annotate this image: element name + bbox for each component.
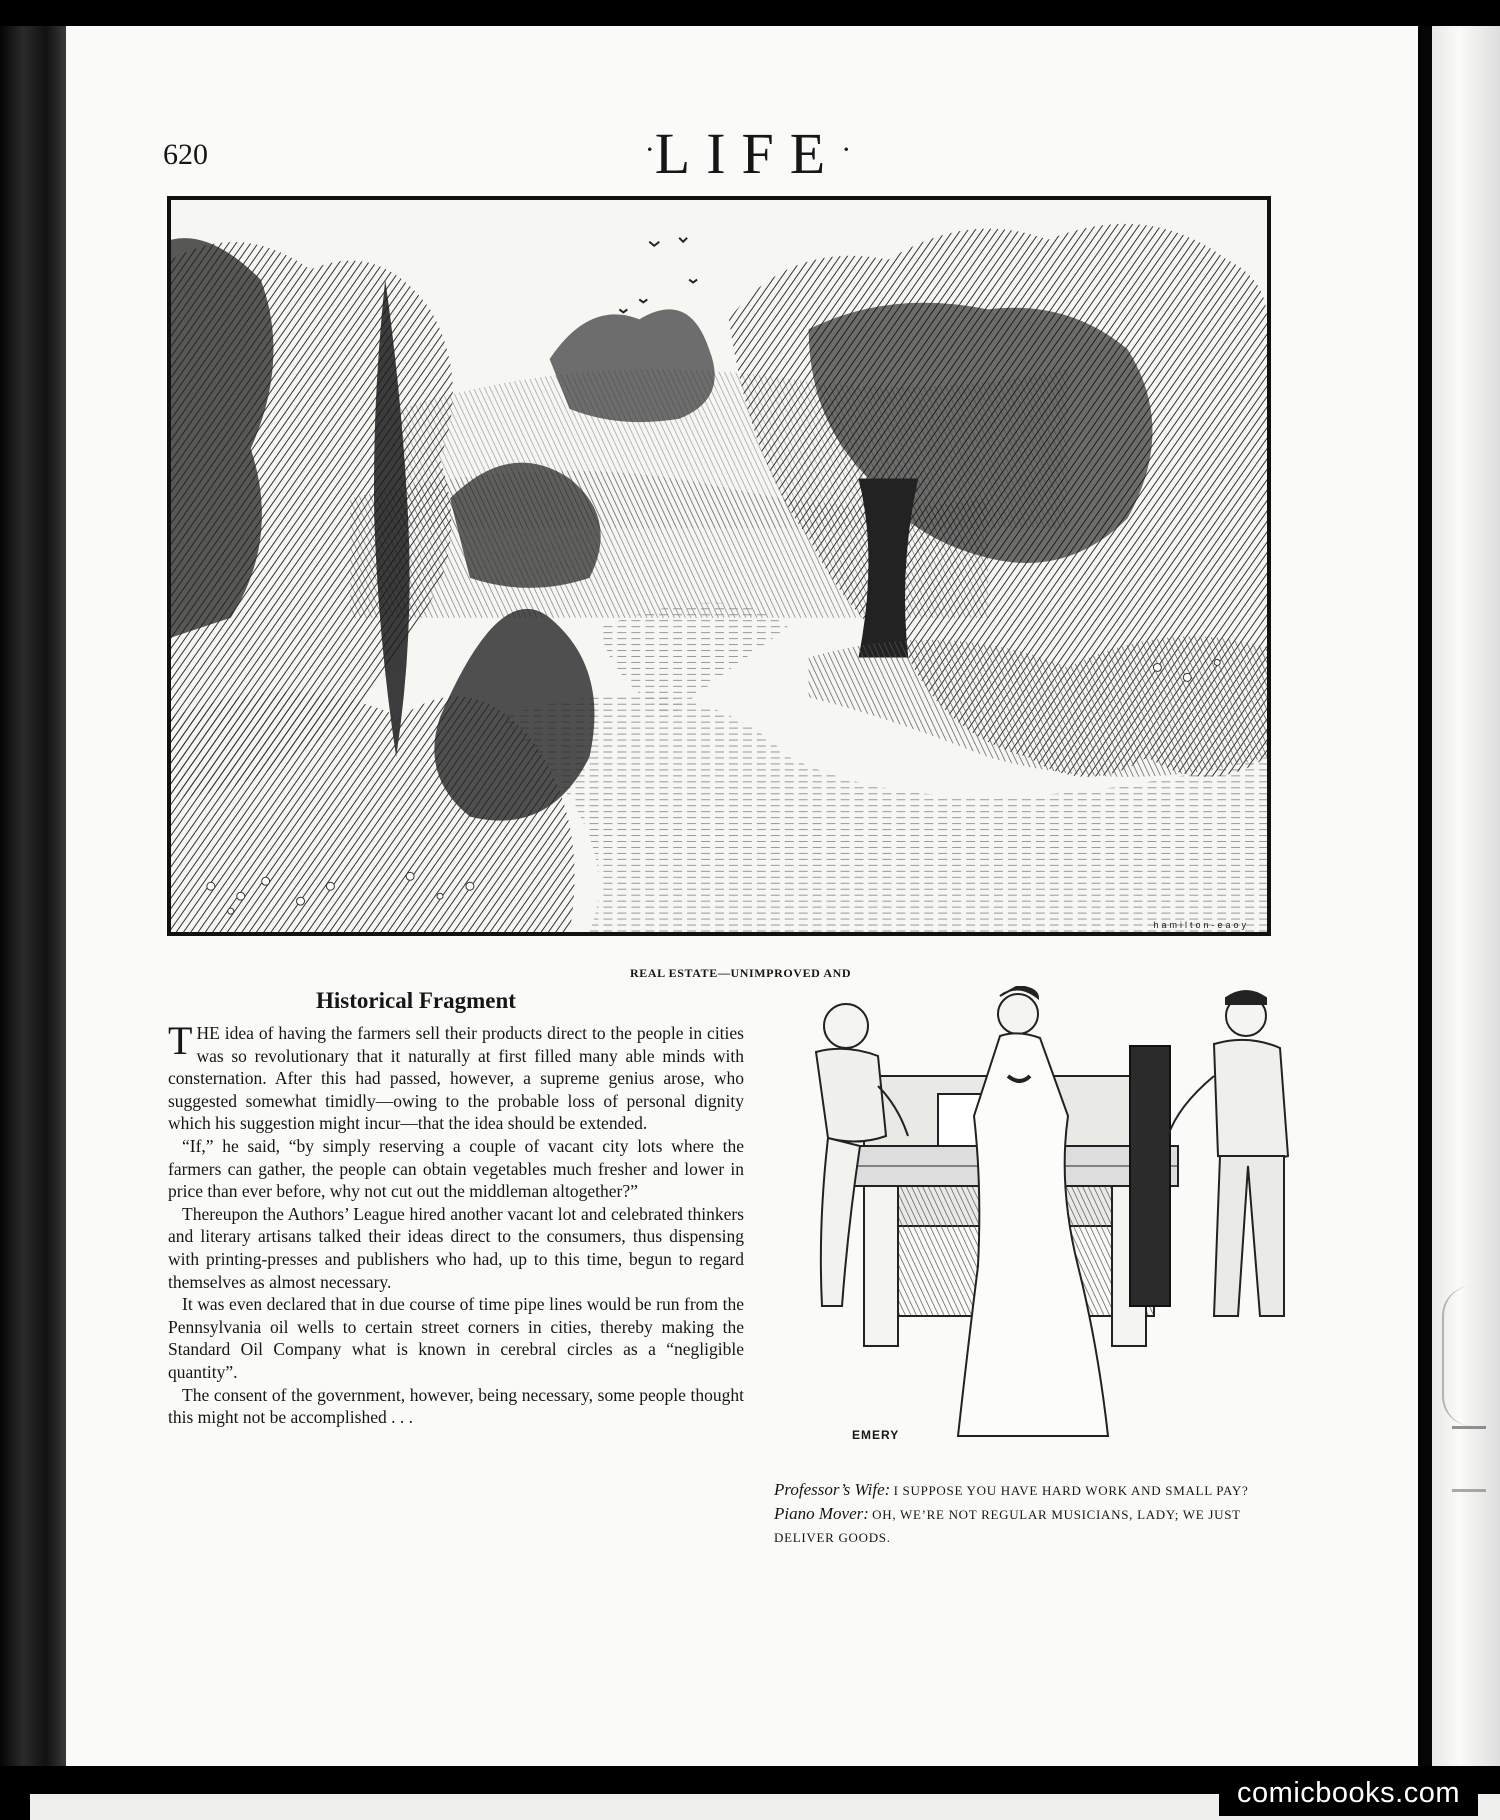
book-binding: [0, 26, 66, 1766]
article-paragraph: “If,” he said, “by simply reserving a couple of vacant city lots where the farmers can gather, the people can obtain vegetables much fresher and lower in price than ever before, why not cut out the middleman altogether?”: [168, 1135, 744, 1202]
cartoon-dialogue: [774, 1478, 1280, 1549]
magazine-title: LIFE: [654, 121, 842, 186]
illustration-caption: REAL ESTATE—UNIMPROVED AND: [630, 966, 852, 980]
speaker-name: Professor’s Wife:: [774, 1480, 891, 1499]
adjacent-page: [1432, 26, 1500, 1766]
article-paragraph: Thereupon the Authors’ League hired another vacant lot and celebrated thinkers and literary artisans talked their ideas direct to the consumers, thus dispensing with printing-presses and publishers who had, up to this time, begun to regard themselves as almost necessary.: [168, 1203, 744, 1292]
masthead-dot: ·: [841, 133, 852, 166]
article-title: Historical Fragment: [316, 988, 516, 1013]
masthead-dot: ·: [644, 133, 655, 166]
speaker-name: Piano Mover:: [774, 1504, 869, 1523]
drop-cap: T: [168, 1018, 193, 1063]
spoken-line: OH, WE’RE NOT REGULAR MUSICIANS, LADY; WE JUST DELIVER GOODS.: [774, 1507, 1241, 1545]
watermark: comicbooks.com: [1219, 1771, 1478, 1816]
article-paragraph: The consent of the government, however, being necessary, some people thought this might not be accomplished . . .: [168, 1384, 744, 1428]
adjacent-page-sketch: [1442, 1286, 1484, 1426]
piano-movers-cartoon: [768, 986, 1338, 1466]
spoken-line: I SUPPOSE YOU HAVE HARD WORK AND SMALL PAY?: [893, 1483, 1249, 1498]
article-body: [168, 1018, 744, 1429]
scan-top-edge: [0, 0, 1500, 26]
landscape-illustration: [167, 196, 1271, 936]
dialogue-line: [774, 1502, 1280, 1549]
article-paragraph: [168, 1018, 744, 1135]
engraver-signature: hamilton-eaoy: [1153, 920, 1249, 930]
adjacent-page-sketch: [1452, 1426, 1486, 1492]
page-gutter: [1418, 26, 1432, 1766]
article-paragraph: It was even declared that in due course of time pipe lines would be run from the Pennsylvania oil wells to certain street corners in cities, thereby making the Standard Oil Company what is known in cerebral circles as a “negligible quantity”.: [168, 1294, 744, 1382]
scan-bottom-edge: [0, 1766, 1500, 1820]
cartoon-drawing: [768, 986, 1338, 1466]
landscape-engraving: [171, 200, 1267, 932]
magazine-masthead: [600, 120, 896, 187]
artist-signature: EMERY: [852, 1428, 900, 1442]
dialogue-line: [774, 1478, 1280, 1502]
page-number: 620: [163, 138, 208, 171]
paragraph-text: HE idea of having the farmers sell their products direct to the people in cities was so revolutionary that it naturally at first filled many able minds with consternation. After this had passed, however, a supreme genius arose, who suggested somewhat timidly—owing to the probable loss of personal dignity which his suggestion might incur—that the idea should be extended.: [168, 1023, 744, 1134]
